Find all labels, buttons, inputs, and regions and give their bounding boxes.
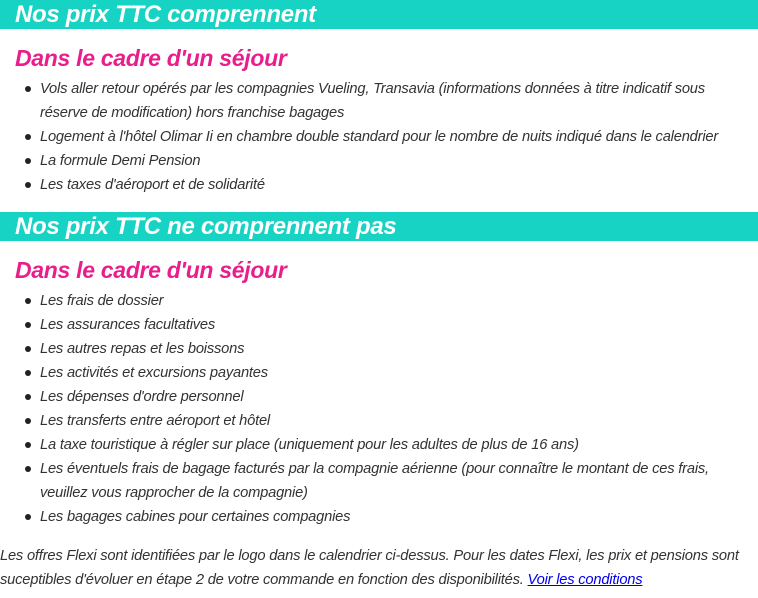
flexi-note-text: Les offres Flexi sont identifiées par le logo dans le calendrier ci-dessus. Pour les dates Flexi, les prix et pensions sont suceptibles d'évoluer en étape 2 de votre commande en fonction des disponibilités. — [0, 548, 739, 588]
list-item: La formule Demi Pension — [40, 149, 758, 173]
list-item: Les éventuels frais de bagage facturés par la compagnie aérienne (pour connaître le montant de ces frais, veuillez vous rapprocher de la compagnie) — [40, 457, 758, 505]
list-item: Les dépenses d'ordre personnel — [40, 385, 758, 409]
list-item: Les autres repas et les boissons — [40, 337, 758, 361]
list-item: Les bagages cabines pour certaines compagnies — [40, 505, 758, 529]
included-subheading: Dans le cadre d'un séjour — [15, 45, 287, 71]
included-heading: Nos prix TTC comprennent — [0, 0, 758, 29]
excluded-heading: Nos prix TTC ne comprennent pas — [0, 212, 758, 241]
included-section — [0, 0, 758, 197]
excluded-section — [0, 212, 758, 529]
list-item: Les transferts entre aéroport et hôtel — [40, 409, 758, 433]
excluded-subheading: Dans le cadre d'un séjour — [15, 257, 287, 283]
list-item: La taxe touristique à régler sur place (uniquement pour les adultes de plus de 16 ans) — [40, 433, 758, 457]
included-list — [0, 77, 758, 197]
list-item: Les taxes d'aéroport et de solidarité — [40, 173, 758, 197]
list-item: Vols aller retour opérés par les compagnies Vueling, Transavia (informations données à titre indicatif sous réserve de modification) hors franchise bagages — [40, 77, 758, 125]
excluded-list — [0, 289, 758, 529]
list-item: Les activités et excursions payantes — [40, 361, 758, 385]
list-item: Les assurances facultatives — [40, 313, 758, 337]
flexi-note — [0, 544, 758, 592]
list-item: Les frais de dossier — [40, 289, 758, 313]
conditions-link[interactable]: Voir les conditions — [527, 572, 643, 588]
list-item: Logement à l'hôtel Olimar Ii en chambre double standard pour le nombre de nuits indiqué dans le calendrier — [40, 125, 758, 149]
